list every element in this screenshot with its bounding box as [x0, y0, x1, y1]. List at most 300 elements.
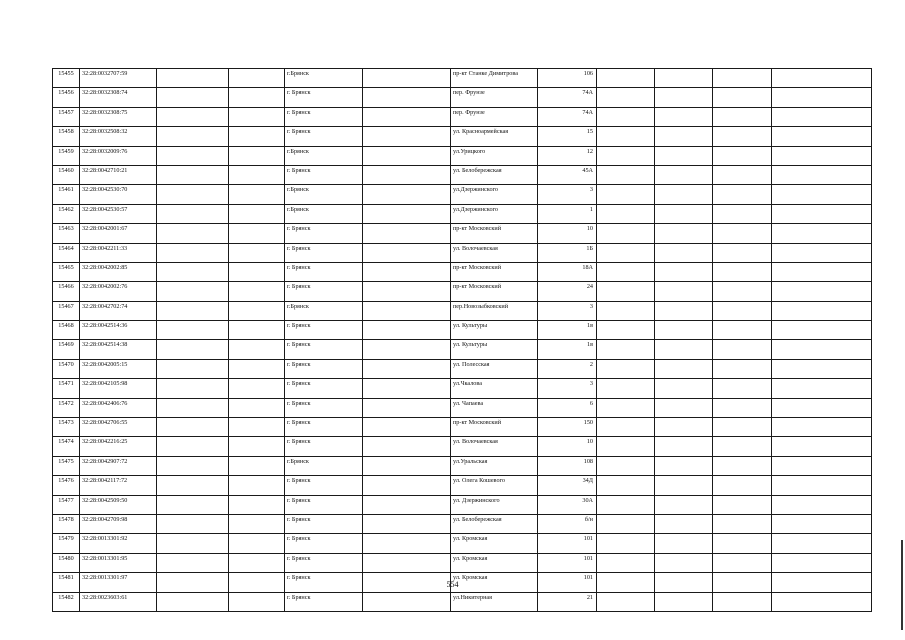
registry-table [52, 68, 872, 612]
empty-cell [772, 301, 872, 320]
cadastral-number-cell: 32:28:0042105:98 [80, 379, 157, 398]
city-cell: г. Брянск [285, 340, 363, 359]
street-cell: ул. Волочаевская [451, 437, 538, 456]
house-number-cell: 3 [538, 379, 597, 398]
house-number-cell: 106 [538, 69, 597, 88]
empty-cell [713, 243, 772, 262]
table-row [53, 592, 872, 611]
empty-cell [363, 534, 451, 553]
cadastral-number-cell: 32:28:0032508:32 [80, 127, 157, 146]
street-cell: ул. Культуры [451, 321, 538, 340]
empty-cell [229, 476, 285, 495]
street-cell: ул. Кромская [451, 553, 538, 572]
empty-cell [655, 476, 713, 495]
street-cell: пр-кт Станке Димитрова [451, 69, 538, 88]
empty-cell [157, 127, 229, 146]
empty-cell [229, 534, 285, 553]
empty-cell [655, 301, 713, 320]
empty-cell [229, 146, 285, 165]
city-cell: г. Брянск [285, 418, 363, 437]
empty-cell [655, 127, 713, 146]
empty-cell [713, 165, 772, 184]
empty-cell [157, 437, 229, 456]
empty-cell [229, 359, 285, 378]
empty-cell [713, 456, 772, 475]
empty-cell [772, 359, 872, 378]
empty-cell [655, 340, 713, 359]
record-number-cell: 15460 [53, 165, 80, 184]
empty-cell [157, 476, 229, 495]
empty-cell [229, 398, 285, 417]
house-number-cell: 3 [538, 185, 597, 204]
empty-cell [713, 224, 772, 243]
cadastral-number-cell: 32:28:0042706:55 [80, 418, 157, 437]
empty-cell [597, 88, 655, 107]
cadastral-number-cell: 32:28:0042530:57 [80, 204, 157, 223]
house-number-cell: 10 [538, 224, 597, 243]
city-cell: г. Брянск [285, 282, 363, 301]
cadastral-number-cell: 32:28:0042002:85 [80, 262, 157, 281]
empty-cell [713, 418, 772, 437]
cadastral-number-cell: 32:28:0023603:61 [80, 592, 157, 611]
empty-cell [597, 398, 655, 417]
empty-cell [597, 495, 655, 514]
street-cell: ул. Полесская [451, 359, 538, 378]
empty-cell [363, 476, 451, 495]
empty-cell [363, 262, 451, 281]
cadastral-number-cell: 32:28:0013301:95 [80, 553, 157, 572]
empty-cell [713, 592, 772, 611]
empty-cell [655, 185, 713, 204]
registry-table-body [53, 69, 872, 612]
cadastral-number-cell: 32:28:0013301:92 [80, 534, 157, 553]
empty-cell [363, 243, 451, 262]
empty-cell [597, 262, 655, 281]
empty-cell [713, 534, 772, 553]
empty-cell [157, 514, 229, 533]
empty-cell [157, 398, 229, 417]
table-row [53, 418, 872, 437]
empty-cell [157, 224, 229, 243]
record-number-cell: 15475 [53, 456, 80, 475]
house-number-cell: 15 [538, 127, 597, 146]
empty-cell [772, 204, 872, 223]
record-number-cell: 15466 [53, 282, 80, 301]
empty-cell [597, 107, 655, 126]
city-cell: г. Брянск [285, 573, 363, 592]
street-cell: ул. Волочаевская [451, 243, 538, 262]
house-number-cell: 34Д [538, 476, 597, 495]
empty-cell [229, 321, 285, 340]
cadastral-number-cell: 32:28:0042702:74 [80, 301, 157, 320]
empty-cell [772, 437, 872, 456]
empty-cell [713, 437, 772, 456]
house-number-cell: 10 [538, 437, 597, 456]
empty-cell [772, 495, 872, 514]
table-row [53, 359, 872, 378]
empty-cell [713, 262, 772, 281]
empty-cell [713, 88, 772, 107]
city-cell: г. Брянск [285, 553, 363, 572]
empty-cell [157, 107, 229, 126]
house-number-cell: 2 [538, 359, 597, 378]
empty-cell [363, 418, 451, 437]
street-cell: пр-кт Московский [451, 262, 538, 281]
empty-cell [772, 398, 872, 417]
empty-cell [655, 204, 713, 223]
street-cell: пр-кт Московский [451, 224, 538, 243]
empty-cell [363, 359, 451, 378]
empty-cell [655, 321, 713, 340]
empty-cell [772, 379, 872, 398]
empty-cell [713, 359, 772, 378]
city-cell: г. Брянск [285, 321, 363, 340]
empty-cell [655, 514, 713, 533]
city-cell: г. Брянск [285, 476, 363, 495]
empty-cell [363, 379, 451, 398]
cadastral-number-cell: 32:28:0042216:25 [80, 437, 157, 456]
city-cell: г. Брянск [285, 379, 363, 398]
empty-cell [713, 301, 772, 320]
cadastral-number-cell: 32:28:0042005:15 [80, 359, 157, 378]
empty-cell [655, 107, 713, 126]
cadastral-number-cell: 32:28:0042406:76 [80, 398, 157, 417]
empty-cell [713, 69, 772, 88]
record-number-cell: 15468 [53, 321, 80, 340]
city-cell: г. Брянск [285, 398, 363, 417]
street-cell: ул.Урицкого [451, 146, 538, 165]
empty-cell [655, 243, 713, 262]
house-number-cell: 18А [538, 262, 597, 281]
empty-cell [772, 321, 872, 340]
empty-cell [363, 107, 451, 126]
empty-cell [597, 476, 655, 495]
empty-cell [597, 437, 655, 456]
street-cell: ул. Белобережская [451, 165, 538, 184]
empty-cell [655, 224, 713, 243]
record-number-cell: 15474 [53, 437, 80, 456]
empty-cell [713, 514, 772, 533]
empty-cell [655, 456, 713, 475]
house-number-cell: 1 [538, 204, 597, 223]
table-row [53, 165, 872, 184]
cadastral-number-cell: 32:28:0032308:75 [80, 107, 157, 126]
empty-cell [772, 282, 872, 301]
table-row [53, 107, 872, 126]
city-cell: г. Брянск [285, 224, 363, 243]
empty-cell [597, 224, 655, 243]
empty-cell [713, 146, 772, 165]
empty-cell [363, 69, 451, 88]
empty-cell [229, 185, 285, 204]
city-cell: г. Брянск [285, 107, 363, 126]
empty-cell [772, 262, 872, 281]
empty-cell [772, 553, 872, 572]
empty-cell [772, 185, 872, 204]
empty-cell [157, 301, 229, 320]
empty-cell [772, 476, 872, 495]
table-row [53, 243, 872, 262]
empty-cell [597, 165, 655, 184]
street-cell: пр-кт Московский [451, 282, 538, 301]
house-number-cell: 30А [538, 495, 597, 514]
city-cell: г. Брянск [285, 359, 363, 378]
cadastral-number-cell: 32:28:0042117:72 [80, 476, 157, 495]
empty-cell [157, 418, 229, 437]
empty-cell [713, 553, 772, 572]
record-number-cell: 15472 [53, 398, 80, 417]
house-number-cell: 150 [538, 418, 597, 437]
empty-cell [363, 146, 451, 165]
street-cell: ул. Кромская [451, 573, 538, 592]
empty-cell [157, 321, 229, 340]
empty-cell [157, 340, 229, 359]
city-cell: г. Брянск [285, 243, 363, 262]
house-number-cell: 1в [538, 321, 597, 340]
empty-cell [597, 592, 655, 611]
street-cell: ул.Дзержинского [451, 185, 538, 204]
empty-cell [229, 418, 285, 437]
empty-cell [363, 553, 451, 572]
empty-cell [655, 282, 713, 301]
house-number-cell: 108 [538, 456, 597, 475]
empty-cell [229, 379, 285, 398]
house-number-cell: 101 [538, 553, 597, 572]
empty-cell [229, 204, 285, 223]
empty-cell [157, 553, 229, 572]
record-number-cell: 15469 [53, 340, 80, 359]
table-row [53, 185, 872, 204]
cadastral-number-cell: 32:28:0042001:67 [80, 224, 157, 243]
empty-cell [597, 243, 655, 262]
street-cell: ул. Кромская [451, 534, 538, 553]
empty-cell [713, 185, 772, 204]
table-row [53, 476, 872, 495]
empty-cell [713, 379, 772, 398]
city-cell: г.Брянск [285, 69, 363, 88]
empty-cell [157, 456, 229, 475]
city-cell: г. Брянск [285, 437, 363, 456]
table-row [53, 379, 872, 398]
city-cell: г.Брянск [285, 456, 363, 475]
cadastral-number-cell: 32:28:0042710:21 [80, 165, 157, 184]
page-number: 554 [446, 580, 459, 589]
empty-cell [363, 321, 451, 340]
city-cell: г. Брянск [285, 165, 363, 184]
street-cell: ул. Чапаева [451, 398, 538, 417]
city-cell: г. Брянск [285, 495, 363, 514]
house-number-cell: 74А [538, 88, 597, 107]
street-cell: ул. Красноармейская [451, 127, 538, 146]
street-cell: ул.Уральская [451, 456, 538, 475]
street-cell: пр-кт Московский [451, 418, 538, 437]
record-number-cell: 15476 [53, 476, 80, 495]
empty-cell [363, 224, 451, 243]
empty-cell [229, 514, 285, 533]
cadastral-number-cell: 32:28:0032009:76 [80, 146, 157, 165]
empty-cell [597, 282, 655, 301]
cadastral-number-cell: 32:28:0042907:72 [80, 456, 157, 475]
empty-cell [597, 301, 655, 320]
empty-cell [597, 69, 655, 88]
table-row [53, 88, 872, 107]
empty-cell [157, 185, 229, 204]
empty-cell [772, 165, 872, 184]
empty-cell [363, 514, 451, 533]
empty-cell [229, 340, 285, 359]
empty-cell [157, 534, 229, 553]
empty-cell [363, 456, 451, 475]
street-cell: пер. Фрунзе [451, 88, 538, 107]
empty-cell [597, 185, 655, 204]
record-number-cell: 15457 [53, 107, 80, 126]
empty-cell [229, 165, 285, 184]
empty-cell [363, 282, 451, 301]
empty-cell [772, 418, 872, 437]
city-cell: г.Брянск [285, 204, 363, 223]
record-number-cell: 15479 [53, 534, 80, 553]
table-row [53, 69, 872, 88]
record-number-cell: 15480 [53, 553, 80, 572]
empty-cell [597, 127, 655, 146]
empty-cell [713, 476, 772, 495]
empty-cell [772, 146, 872, 165]
empty-cell [157, 88, 229, 107]
house-number-cell: 1в [538, 340, 597, 359]
empty-cell [772, 534, 872, 553]
record-number-cell: 15455 [53, 69, 80, 88]
cadastral-number-cell: 32:28:0013301:97 [80, 573, 157, 592]
empty-cell [363, 340, 451, 359]
empty-cell [597, 553, 655, 572]
empty-cell [157, 69, 229, 88]
empty-cell [229, 262, 285, 281]
table-row [53, 398, 872, 417]
empty-cell [713, 340, 772, 359]
empty-cell [713, 495, 772, 514]
street-cell: пер. Фрунзе [451, 107, 538, 126]
city-cell: г. Брянск [285, 592, 363, 611]
city-cell: г.Брянск [285, 301, 363, 320]
table-row [53, 127, 872, 146]
record-number-cell: 15461 [53, 185, 80, 204]
table-row [53, 282, 872, 301]
empty-cell [363, 398, 451, 417]
empty-cell [772, 88, 872, 107]
cadastral-number-cell: 32:28:0042530:70 [80, 185, 157, 204]
empty-cell [363, 437, 451, 456]
table-row [53, 437, 872, 456]
street-cell: ул. Культуры [451, 340, 538, 359]
empty-cell [597, 340, 655, 359]
empty-cell [229, 224, 285, 243]
record-number-cell: 15473 [53, 418, 80, 437]
record-number-cell: 15465 [53, 262, 80, 281]
table-row [53, 534, 872, 553]
record-number-cell: 15458 [53, 127, 80, 146]
house-number-cell: 101 [538, 534, 597, 553]
empty-cell [157, 282, 229, 301]
house-number-cell: 6 [538, 398, 597, 417]
cadastral-number-cell: 32:28:0032707:59 [80, 69, 157, 88]
table-row [53, 553, 872, 572]
record-number-cell: 15471 [53, 379, 80, 398]
empty-cell [655, 418, 713, 437]
empty-cell [772, 224, 872, 243]
house-number-cell: 21 [538, 592, 597, 611]
house-number-cell: 1Б [538, 243, 597, 262]
record-number-cell: 15456 [53, 88, 80, 107]
city-cell: г. Брянск [285, 88, 363, 107]
empty-cell [363, 185, 451, 204]
table-row [53, 146, 872, 165]
empty-cell [772, 592, 872, 611]
empty-cell [597, 359, 655, 378]
empty-cell [713, 127, 772, 146]
empty-cell [157, 379, 229, 398]
city-cell: г. Брянск [285, 127, 363, 146]
empty-cell [363, 592, 451, 611]
street-cell: пер.Новозыбковский [451, 301, 538, 320]
record-number-cell: 15477 [53, 495, 80, 514]
city-cell: г. Брянск [285, 514, 363, 533]
empty-cell [157, 359, 229, 378]
empty-cell [655, 437, 713, 456]
empty-cell [772, 69, 872, 88]
house-number-cell: 101 [538, 573, 597, 592]
empty-cell [655, 88, 713, 107]
street-cell: ул.Чкалова [451, 379, 538, 398]
empty-cell [229, 437, 285, 456]
street-cell: ул. Дзержинского [451, 495, 538, 514]
empty-cell [772, 514, 872, 533]
empty-cell [713, 107, 772, 126]
record-number-cell: 15478 [53, 514, 80, 533]
table-row [53, 321, 872, 340]
empty-cell [713, 398, 772, 417]
empty-cell [229, 495, 285, 514]
cadastral-number-cell: 32:28:0042509:50 [80, 495, 157, 514]
empty-cell [363, 127, 451, 146]
table-row [53, 224, 872, 243]
record-number-cell: 15464 [53, 243, 80, 262]
empty-cell [229, 553, 285, 572]
empty-cell [157, 146, 229, 165]
empty-cell [713, 204, 772, 223]
empty-cell [655, 146, 713, 165]
empty-cell [157, 495, 229, 514]
empty-cell [713, 321, 772, 340]
house-number-cell: б/н [538, 514, 597, 533]
record-number-cell: 15467 [53, 301, 80, 320]
house-number-cell: 74А [538, 107, 597, 126]
city-cell: г.Брянск [285, 146, 363, 165]
empty-cell [772, 340, 872, 359]
cadastral-number-cell: 32:28:0042514:36 [80, 321, 157, 340]
empty-cell [229, 282, 285, 301]
street-cell: ул.Дзержинского [451, 204, 538, 223]
empty-cell [157, 243, 229, 262]
cadastral-number-cell: 32:28:0042002:76 [80, 282, 157, 301]
empty-cell [655, 534, 713, 553]
empty-cell [597, 321, 655, 340]
empty-cell [229, 301, 285, 320]
table-row [53, 262, 872, 281]
city-cell: г. Брянск [285, 262, 363, 281]
record-number-cell: 15459 [53, 146, 80, 165]
record-number-cell: 15462 [53, 204, 80, 223]
empty-cell [655, 359, 713, 378]
